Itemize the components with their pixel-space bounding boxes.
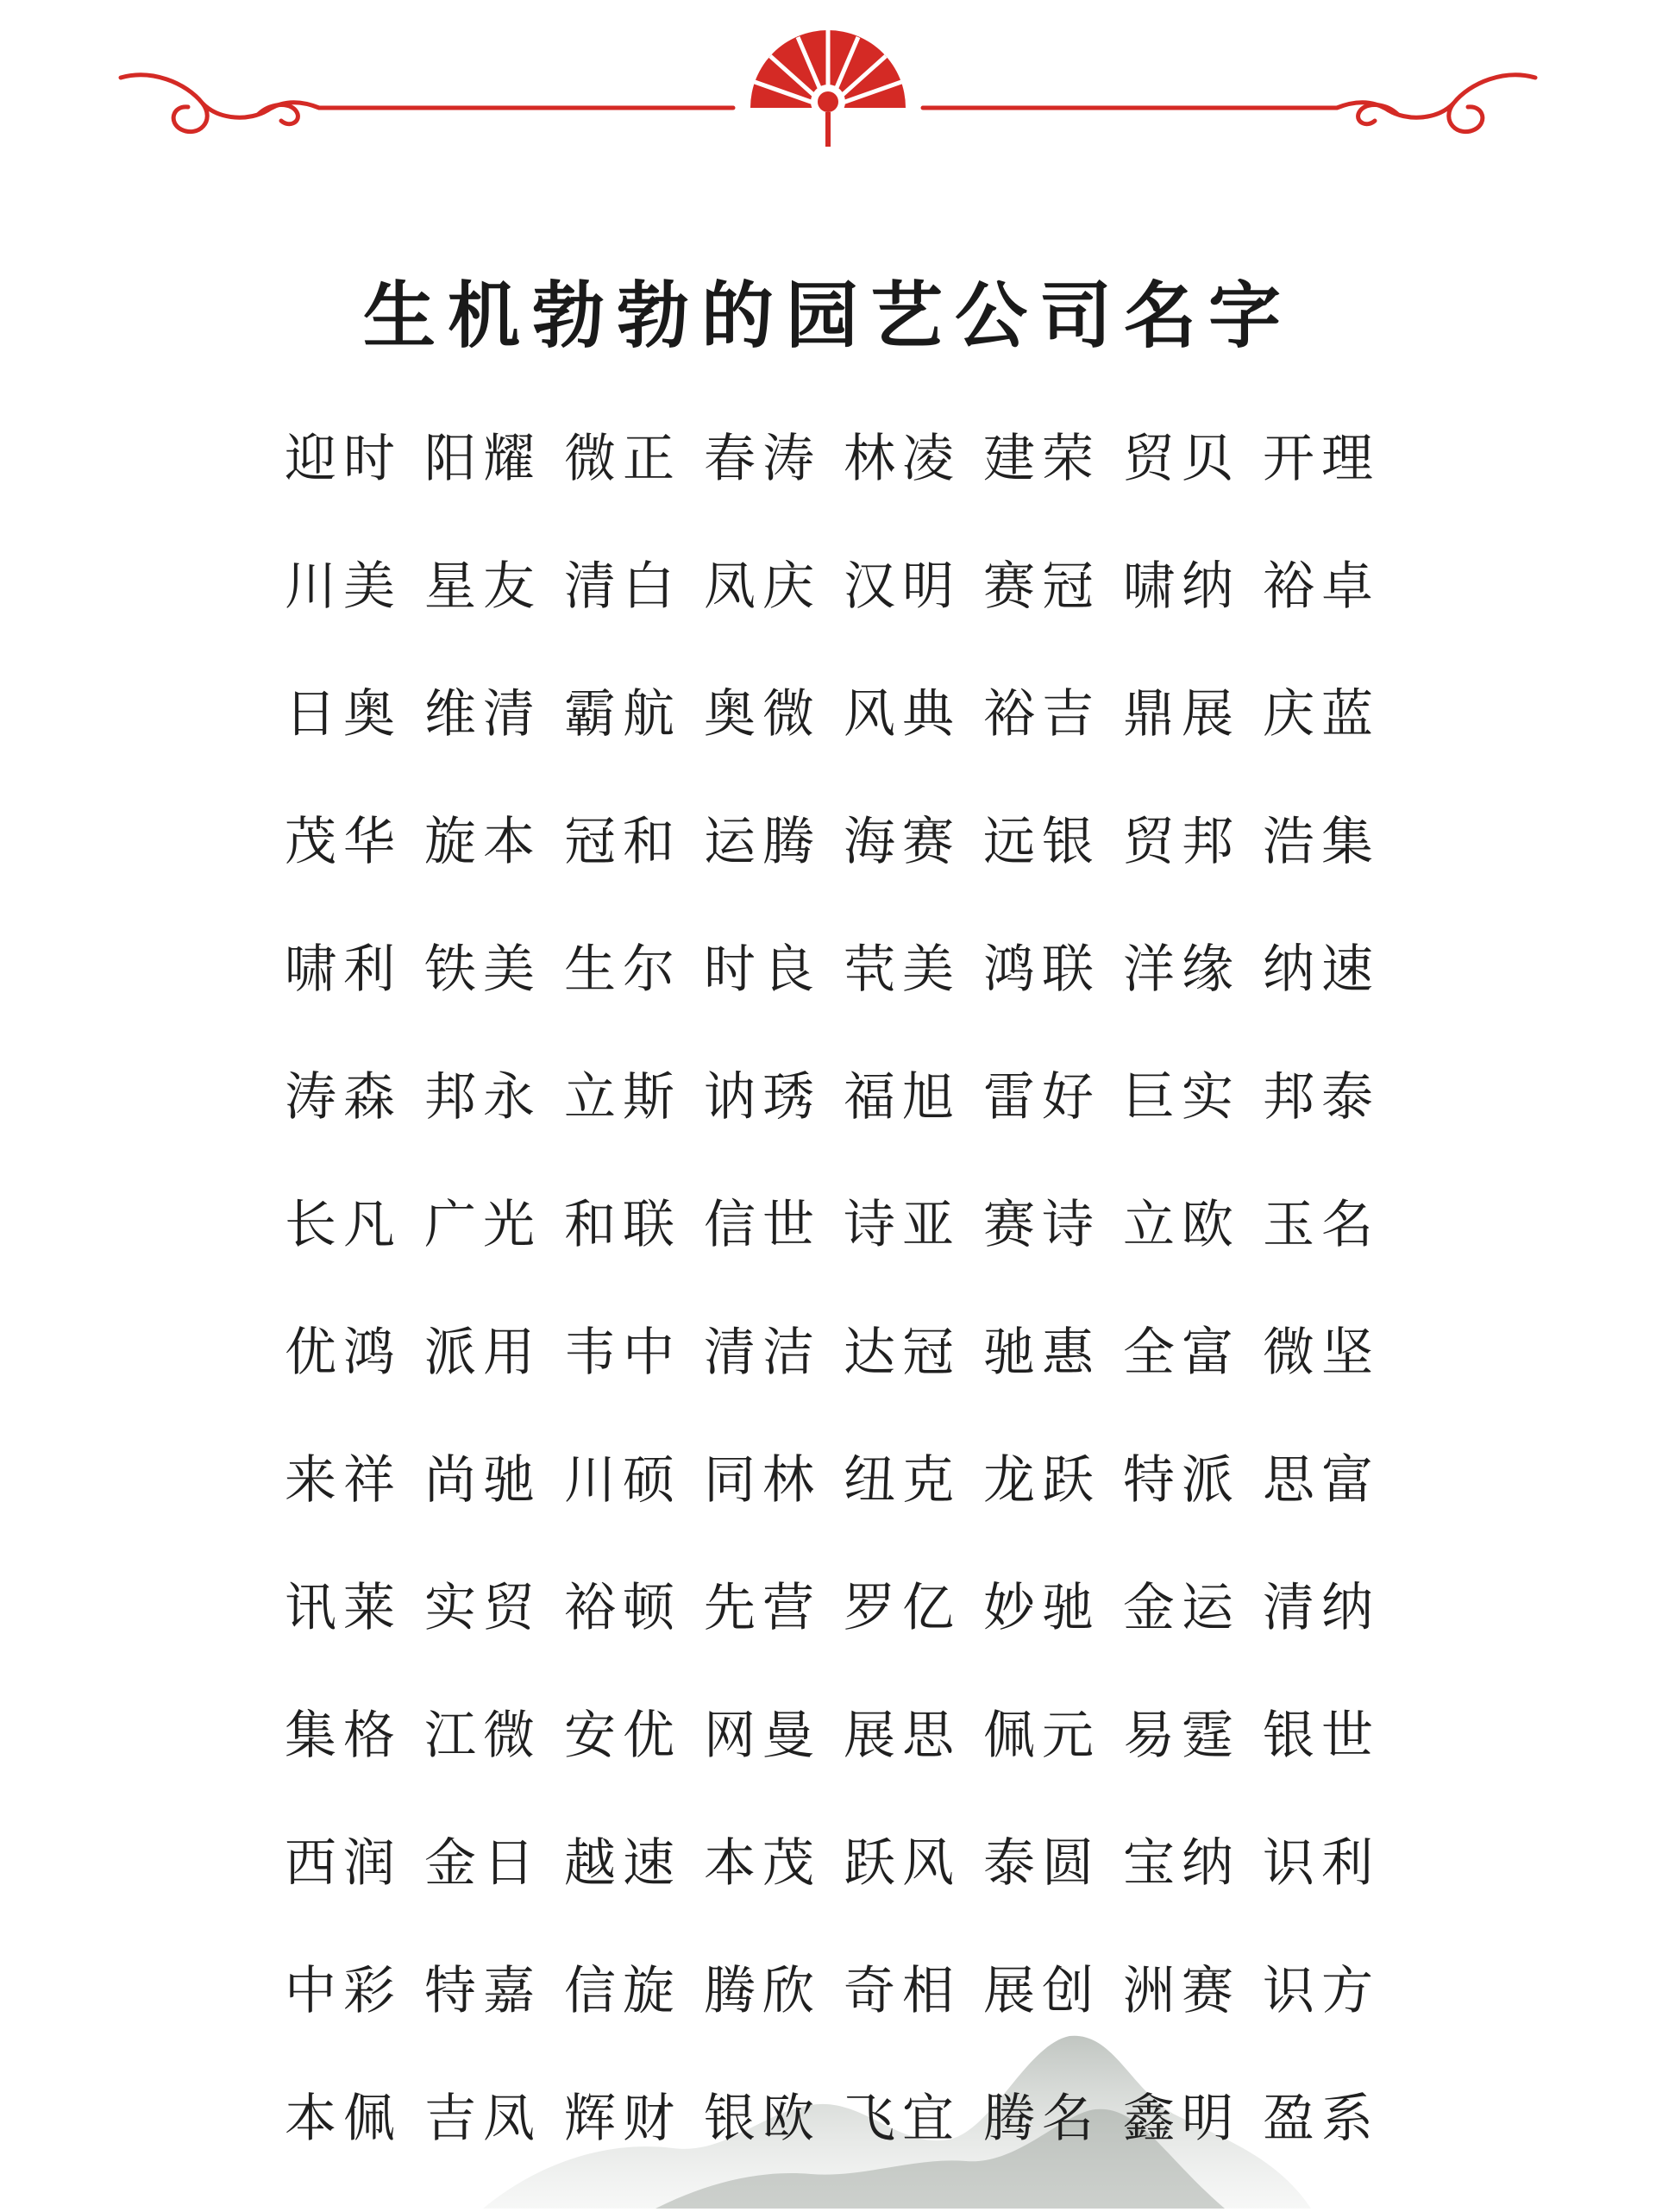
company-name: 裕卓 [1263,556,1380,617]
company-name: 日奥 [285,684,402,745]
company-name: 清白 [564,556,681,617]
company-name: 汉明 [844,556,961,617]
company-name: 全富 [1123,1323,1240,1383]
company-name: 鸿联 [983,939,1101,1000]
company-name: 清纳 [1263,1578,1380,1638]
company-name: 中彩 [285,1961,402,2021]
company-name: 风典 [844,684,961,745]
company-name: 福旭 [844,1067,961,1128]
company-name: 旋本 [424,812,542,872]
company-name: 裕顿 [564,1578,681,1638]
company-name: 识方 [1263,1961,1380,2021]
company-name: 尚驰 [424,1450,542,1511]
company-name: 讷琇 [704,1067,821,1128]
company-name: 时良 [704,939,821,1000]
company-name: 庆蓝 [1263,684,1380,745]
company-name: 洲赛 [1123,1961,1240,2021]
company-name: 巨实 [1123,1067,1240,1128]
company-name: 辉财 [564,2089,681,2149]
company-name: 泰圆 [983,1833,1101,1894]
company-name: 鼎展 [1123,684,1240,745]
company-name: 邦永 [424,1067,542,1128]
company-name: 诗亚 [844,1195,961,1255]
company-name: 阳耀 [424,429,542,489]
company-name: 贸贝 [1123,429,1240,489]
company-name: 妙驰 [983,1578,1101,1638]
company-name: 展创 [983,1961,1101,2021]
company-name: 腾欣 [704,1961,821,2021]
company-name: 特派 [1123,1450,1240,1511]
company-name: 本茂 [704,1833,821,1894]
company-name: 信世 [704,1195,821,1255]
company-name: 宝纳 [1123,1833,1240,1894]
company-name: 凤庆 [704,556,821,617]
company-name: 维清 [424,684,542,745]
company-name: 海赛 [844,812,961,872]
company-name: 立斯 [564,1067,681,1128]
company-name: 达冠 [844,1323,961,1383]
company-name: 雷好 [983,1067,1101,1128]
company-name: 茂华 [285,812,402,872]
company-name: 西润 [285,1833,402,1894]
company-name: 茕美 [844,939,961,1000]
company-name: 建荣 [983,429,1101,489]
page-title: 生机勃勃的园艺公司名字 [362,273,1293,359]
company-name: 展思 [844,1706,961,1766]
company-name: 易霆 [1123,1706,1240,1766]
company-name: 奥微 [704,684,821,745]
company-name: 广光 [424,1195,542,1255]
company-name: 微坚 [1263,1323,1380,1383]
company-name: 鑫明 [1123,2089,1240,2149]
company-name: 清洁 [704,1323,821,1383]
company-name: 纳速 [1263,939,1380,1000]
company-name: 洋缘 [1123,939,1240,1000]
company-name: 本佩 [285,2089,402,2149]
company-name: 川硕 [564,1450,681,1511]
company-name: 驰惠 [983,1323,1101,1383]
company-name: 江微 [424,1706,542,1766]
company-name: 春涛 [704,429,821,489]
company-name: 啸纳 [1123,556,1240,617]
company-name: 派用 [424,1323,542,1383]
company-name: 同林 [704,1450,821,1511]
company-name: 霸航 [564,684,681,745]
company-name: 金日 [424,1833,542,1894]
company-name: 川美 [285,556,402,617]
company-name: 信旋 [564,1961,681,2021]
company-name: 赛诗 [983,1195,1101,1255]
company-name: 玉名 [1263,1195,1380,1255]
company-name: 冠和 [564,812,681,872]
company-name: 浩集 [1263,812,1380,872]
company-name: 银世 [1263,1706,1380,1766]
company-name: 迎时 [285,429,402,489]
company-name: 腾名 [983,2089,1101,2149]
company-name: 银欧 [704,2089,821,2149]
company-name: 和联 [564,1195,681,1255]
company-name: 先营 [704,1578,821,1638]
company-name: 韦中 [564,1323,681,1383]
company-name: 实贸 [424,1578,542,1638]
company-name: 讯莱 [285,1578,402,1638]
company-name: 优鸿 [285,1323,402,1383]
company-name: 贸邦 [1123,812,1240,872]
company-name: 开理 [1263,429,1380,489]
company-name: 远银 [983,812,1101,872]
company-name: 罗亿 [844,1578,961,1638]
company-name: 网曼 [704,1706,821,1766]
company-name: 金运 [1123,1578,1240,1638]
company-name: 跃风 [844,1833,961,1894]
company-name: 思富 [1263,1450,1380,1511]
company-name: 铁美 [424,939,542,1000]
company-name: 安优 [564,1706,681,1766]
company-name: 龙跃 [983,1450,1101,1511]
company-name: 集格 [285,1706,402,1766]
top-ornament [0,0,1656,173]
company-name: 特嘉 [424,1961,542,2021]
company-name: 来祥 [285,1450,402,1511]
company-name: 佩元 [983,1706,1101,1766]
company-name: 越速 [564,1833,681,1894]
name-grid [285,424,1406,2212]
company-name: 长凡 [285,1195,402,1255]
company-name: 生尔 [564,939,681,1000]
company-name: 星友 [424,556,542,617]
company-name: 邦泰 [1263,1067,1380,1128]
company-name: 运腾 [704,812,821,872]
company-name: 纽克 [844,1450,961,1511]
company-name: 识利 [1263,1833,1380,1894]
company-name: 盈系 [1263,2089,1380,2149]
company-name: 啸利 [285,939,402,1000]
company-name: 涛森 [285,1067,402,1128]
company-name: 微正 [564,429,681,489]
company-name: 林凌 [844,429,961,489]
company-name: 赛冠 [983,556,1101,617]
company-name: 裕吉 [983,684,1101,745]
company-name: 立欧 [1123,1195,1240,1255]
company-name: 奇相 [844,1961,961,2021]
company-name: 吉凤 [424,2089,542,2149]
company-name: 飞宜 [844,2089,961,2149]
